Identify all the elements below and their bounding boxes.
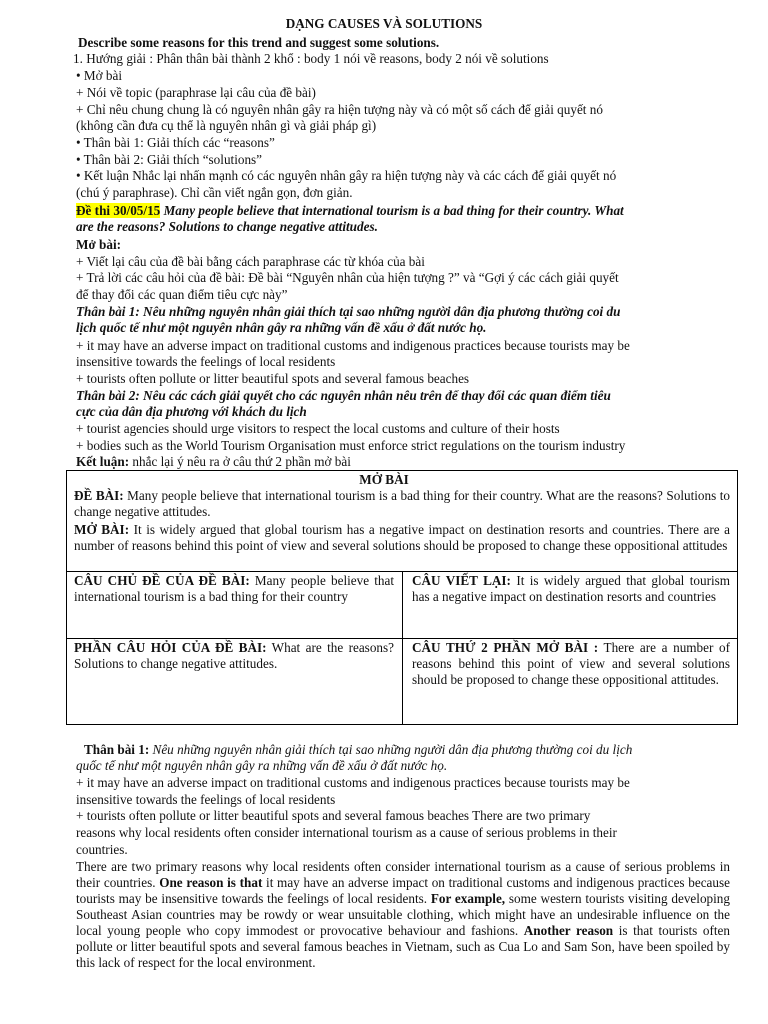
guide-line: + Nói về topic (paraphrase lại câu của đề bài) xyxy=(76,85,316,100)
guide-line: + Chỉ nêu chung chung là có nguyên nhân gây ra hiện tượng này và có một số cách để giải quyết nó xyxy=(76,102,603,117)
exam-question-cont: are the reasons? Solutions to change negative attitudes. xyxy=(76,219,378,234)
table-de-bai xyxy=(74,488,730,520)
table-divider xyxy=(402,571,403,725)
than-bai1-heading-cont: lịch quốc tế như một nguyên nhân gây ra những vấn đề xấu ở đất nước họ. xyxy=(76,320,487,335)
body1-heading-cont: quốc tế như một nguyên nhân gây ra những vấn đề xấu ở đất nước họ. xyxy=(76,758,448,773)
cell-text: Many people believe that international tourism is a bad thing for their country xyxy=(74,573,394,604)
para-text: it may have an adverse impact on traditional customs and indigenous practices because tourists may be insensitive towards the feelings of local residents. xyxy=(76,875,730,906)
para-bold: Another reason xyxy=(523,923,614,938)
guide-line: (chú ý paraphrase). Chỉ cần viết ngắn gọn, đơn giản. xyxy=(76,185,353,200)
de-bai-text: Many people believe that international tourism is a bad thing for their country. What are the reasons? Solutions to change negative attitudes. xyxy=(74,488,730,519)
para-bold: For example, xyxy=(430,891,506,906)
exam-question xyxy=(76,203,624,219)
body1-item: countries. xyxy=(76,842,128,857)
ket-luan xyxy=(76,454,351,470)
body1-heading-text: Nêu những nguyên nhân giải thích tại sao những người dân địa phương thường coi du lịch xyxy=(149,742,633,757)
table-mo-bai xyxy=(74,522,730,554)
guide-line: • Mở bài xyxy=(76,68,123,83)
than-bai2-heading: Thân bài 2: Nêu các cách giải quyết cho các nguyên nhân nêu trên để thay đổi các quan điểm tiêu xyxy=(76,388,611,403)
table-cell xyxy=(412,573,730,605)
than-bai2-heading-cont: cực của dân địa phương với khách du lịch xyxy=(76,404,307,419)
cell-label: CÂU THỨ 2 PHẦN MỞ BÀI : xyxy=(412,640,599,655)
table-cell xyxy=(412,640,730,688)
cell-label: PHẦN CÂU HỎI CỦA ĐỀ BÀI: xyxy=(74,640,267,655)
cell-label: CÂU VIẾT LẠI: xyxy=(412,573,511,588)
body1-item: + it may have an adverse impact on traditional customs and indigenous practices because tourists may be xyxy=(76,775,630,790)
para-bold: One reason is that xyxy=(159,875,263,890)
outline-item: để thay đổi các quan điểm tiêu cực này” xyxy=(76,287,288,302)
cell-label: CÂU CHỦ ĐỀ CỦA ĐỀ BÀI: xyxy=(74,573,250,588)
table-cell xyxy=(74,640,394,672)
outline-item: + tourist agencies should urge visitors to respect the local customs and culture of their hosts xyxy=(76,421,560,436)
para-text: There are two primary reasons why local residents often consider international tourism as a cause of serious problems in their countries. xyxy=(76,859,730,890)
body1-paragraph xyxy=(76,859,730,971)
guide-line: (không cần đưa cụ thể là nguyên nhân gì và giải pháp gì) xyxy=(76,118,377,133)
guide-line: 1. Hướng giải : Phân thân bài thành 2 khổ : body 1 nói về reasons, body 2 nói về solutions xyxy=(73,51,549,66)
table-cell xyxy=(74,573,394,605)
exam-question-text: Many people believe that international tourism is a bad thing for their country. What xyxy=(160,203,624,218)
mo-bai-table-label: MỞ BÀI: xyxy=(74,522,130,537)
outline-item: + Viết lại câu của đề bài bằng cách paraphrase các từ khóa của bài xyxy=(76,254,425,269)
body1-item: reasons why local residents often consider international tourism as a cause of serious problems in their xyxy=(76,825,617,840)
cell-text: It is widely argued that global tourism has a negative impact on destination resorts and countries xyxy=(412,573,731,604)
than-bai1-heading: Thân bài 1: Nêu những nguyên nhân giải thích tại sao những người dân địa phương thường coi du xyxy=(76,304,621,319)
ket-luan-text: nhắc lại ý nêu ra ở câu thứ 2 phần mở bài xyxy=(129,454,351,469)
de-bai-label: ĐỀ BÀI: xyxy=(74,488,124,503)
cell-text: What are the reasons? Solutions to change negative attitudes. xyxy=(74,640,394,671)
ket-luan-label: Kết luận: xyxy=(76,454,130,469)
body1-item: + tourists often pollute or litter beautiful spots and several famous beaches There are two primary xyxy=(76,808,591,823)
cell-text: There are a number of reasons behind this point of view and several solutions should be proposed to change these oppositional attitudes. xyxy=(412,640,730,687)
body1-item: insensitive towards the feelings of local residents xyxy=(76,792,336,807)
outline-item: insensitive towards the feelings of local residents xyxy=(76,354,336,369)
table-header: MỞ BÀI xyxy=(359,472,409,487)
guide-line: • Thân bài 1: Giải thích các “reasons” xyxy=(76,135,275,150)
outline-item: + tourists often pollute or litter beautiful spots and several famous beaches xyxy=(76,371,470,386)
guide-line: • Thân bài 2: Giải thích “solutions” xyxy=(76,152,263,167)
outline-item: + Trả lời các câu hỏi của đề bài: Đề bài “Nguyên nhân của hiện tượng ?” và “Gợi ý các cách giải quyết xyxy=(76,270,619,285)
doc-subtitle: Describe some reasons for this trend and suggest some solutions. xyxy=(78,35,440,50)
doc-title: DẠNG CAUSES VÀ SOLUTIONS xyxy=(285,16,483,31)
body1-heading xyxy=(84,742,632,758)
para-text: some western tourists visiting developing Southeast Asian countries may be rowdy or wear unsuitable clothing, which might have an undesirable influence on the local young people who copy immodest or provocative behaviour and fashions. xyxy=(76,891,730,938)
guide-line: • Kết luận Nhắc lại nhấn mạnh có các nguyên nhân gây ra hiện tượng này và các cách để giải quyết nó xyxy=(76,168,617,183)
outline-item: + it may have an adverse impact on traditional customs and indigenous practices because tourists may be xyxy=(76,338,630,353)
mo-bai-label: Mở bài: xyxy=(76,237,122,252)
outline-item: + bodies such as the World Tourism Organisation must enforce strict regulations on the tourism industry xyxy=(76,438,626,453)
exam-date-label: Đề thi 30/05/15 xyxy=(76,203,161,218)
para-text: is that tourists often pollute or litter beautiful spots and several famous beaches in Vietnam, such as Cua Lo and Sam Son, have been spoiled by this lack of respect for the local environment. xyxy=(76,923,730,970)
body1-label: Thân bài 1: xyxy=(84,742,150,757)
mo-bai-table-text: It is widely argued that global tourism has a negative impact on destination resorts and countries. There are a number of reasons behind this point of view and several solutions should be proposed to change these oppositional attitudes xyxy=(74,522,730,553)
